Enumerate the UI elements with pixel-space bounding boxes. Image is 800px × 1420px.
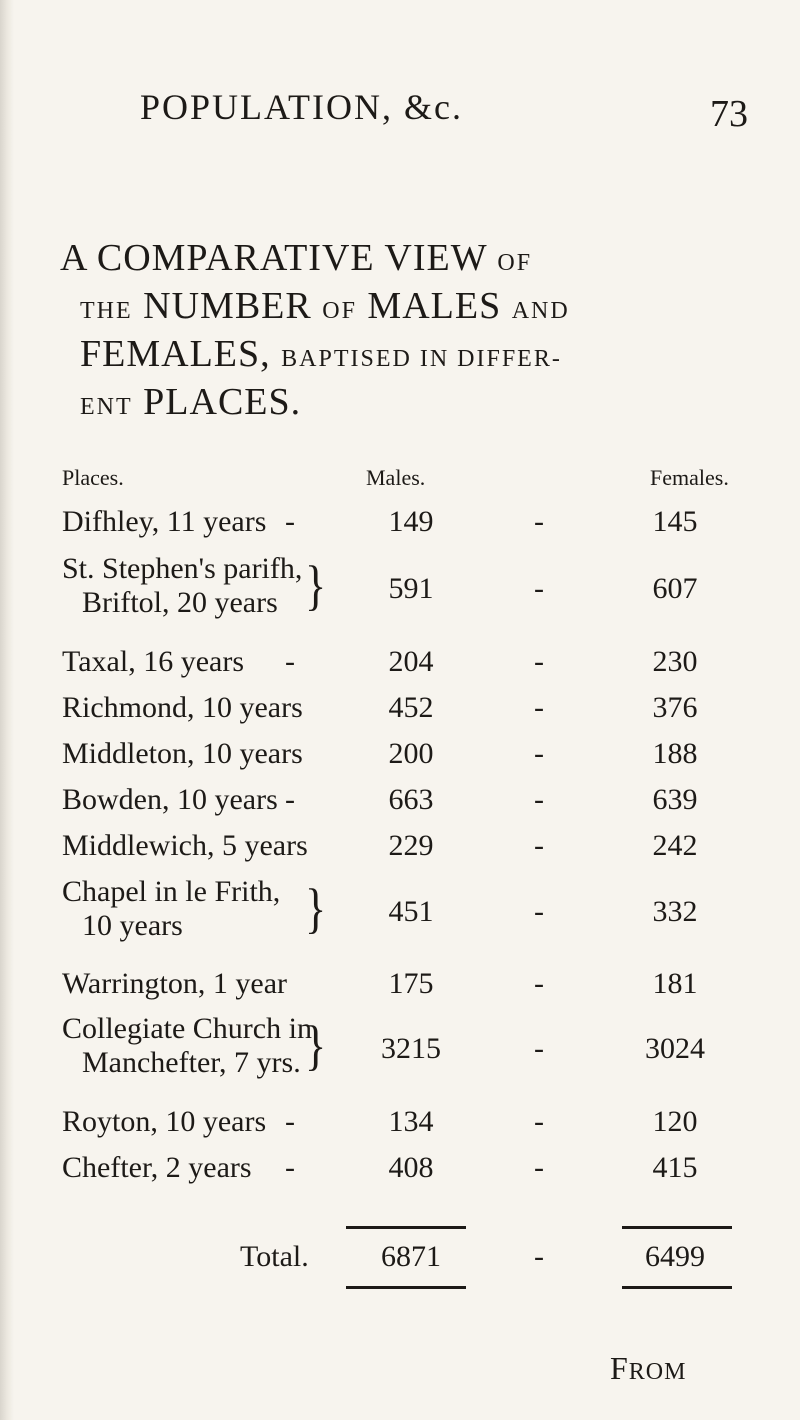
separator-dash: -: [534, 572, 544, 605]
separator-dash: -: [534, 1151, 544, 1184]
females-cell: 120: [652, 1105, 698, 1138]
separator-dash: -: [534, 895, 544, 928]
separator-dash: -: [534, 1105, 544, 1138]
leader-dash: -: [285, 783, 295, 816]
females-cell: 188: [652, 737, 698, 770]
females-cell: 242: [652, 829, 698, 862]
place-cell: Chefter, 2 years: [62, 1151, 252, 1184]
males-cell: 175: [388, 967, 434, 1000]
females-cell: 376: [652, 691, 698, 724]
males-cell: 204: [388, 645, 434, 678]
place-cell: Middlewich, 5 years: [62, 829, 308, 862]
place-cell: Richmond, 10 years: [62, 691, 303, 724]
brace: }: [305, 877, 327, 939]
leader-dash: -: [285, 1105, 295, 1138]
separator-dash: -: [534, 505, 544, 538]
separator-dash: -: [534, 737, 544, 770]
males-cell: 663: [388, 783, 434, 816]
place-cell: Middleton, 10 years: [62, 737, 303, 770]
leader-dash: -: [285, 1151, 295, 1184]
males-cell: 408: [388, 1151, 434, 1184]
header-males: Males.: [366, 465, 426, 490]
separator-dash: -: [534, 829, 544, 862]
females-cell: 3024: [645, 1032, 705, 1065]
males-total: 6871: [381, 1240, 441, 1273]
place-cell: Chapel in le Frith, 10 years: [62, 875, 281, 942]
page-edge-shadow: [0, 0, 14, 1420]
females-cell: 639: [652, 783, 698, 816]
place-cell: St. Stephen's parifh, Briftol, 20 years: [62, 552, 303, 619]
catchword: FROM: [610, 1350, 687, 1386]
separator-dash: -: [534, 783, 544, 816]
separator-dash: -: [534, 1240, 544, 1273]
females-cell: 607: [652, 572, 698, 605]
heading-line-2: THE NUMBER OF MALES AND: [80, 285, 570, 327]
males-total-rule: [346, 1286, 466, 1289]
leader-dash: -: [285, 645, 295, 678]
females-total-rule: [622, 1286, 732, 1289]
males-sum-rule: [346, 1226, 466, 1229]
heading-line-3: FEMALES, BAPTISED IN DIFFER-: [80, 333, 562, 375]
females-cell: 181: [652, 967, 698, 1000]
heading-line-4: ENT PLACES.: [80, 381, 302, 423]
males-cell: 149: [388, 505, 434, 538]
females-total: 6499: [645, 1240, 705, 1273]
males-cell: 3215: [381, 1032, 441, 1065]
males-cell: 200: [388, 737, 434, 770]
total-label: Total.: [240, 1240, 309, 1273]
place-cell: Royton, 10 years: [62, 1105, 267, 1138]
place-cell: Difhley, 11 years: [62, 505, 267, 538]
place-cell: Bowden, 10 years: [62, 783, 278, 816]
brace: }: [305, 1014, 327, 1076]
males-cell: 229: [388, 829, 434, 862]
heading-line-1: A COMPARATIVE VIEW OF: [60, 237, 533, 279]
males-cell: 134: [388, 1105, 434, 1138]
running-head-title: POPULATION, &c.: [140, 87, 463, 127]
running-head: [140, 86, 760, 136]
separator-dash: -: [534, 967, 544, 1000]
females-cell: 332: [652, 895, 698, 928]
females-sum-rule: [622, 1226, 732, 1229]
females-cell: 145: [652, 505, 698, 538]
males-cell: 591: [388, 572, 434, 605]
place-cell: Taxal, 16 years: [62, 645, 244, 678]
brace: }: [305, 554, 327, 616]
place-cell: Warrington, 1 year: [62, 967, 287, 1000]
females-cell: 415: [652, 1151, 698, 1184]
separator-dash: -: [534, 645, 544, 678]
separator-dash: -: [534, 691, 544, 724]
place-cell: Collegiate Church in Manchefter, 7 yrs.: [62, 1012, 312, 1079]
males-cell: 451: [388, 895, 434, 928]
females-cell: 230: [652, 645, 698, 678]
leader-dash: -: [285, 505, 295, 538]
page-number: 73: [710, 93, 748, 135]
males-cell: 452: [388, 691, 434, 724]
separator-dash: -: [534, 1032, 544, 1065]
header-females: Females.: [650, 465, 729, 490]
header-places: Places.: [62, 465, 124, 490]
